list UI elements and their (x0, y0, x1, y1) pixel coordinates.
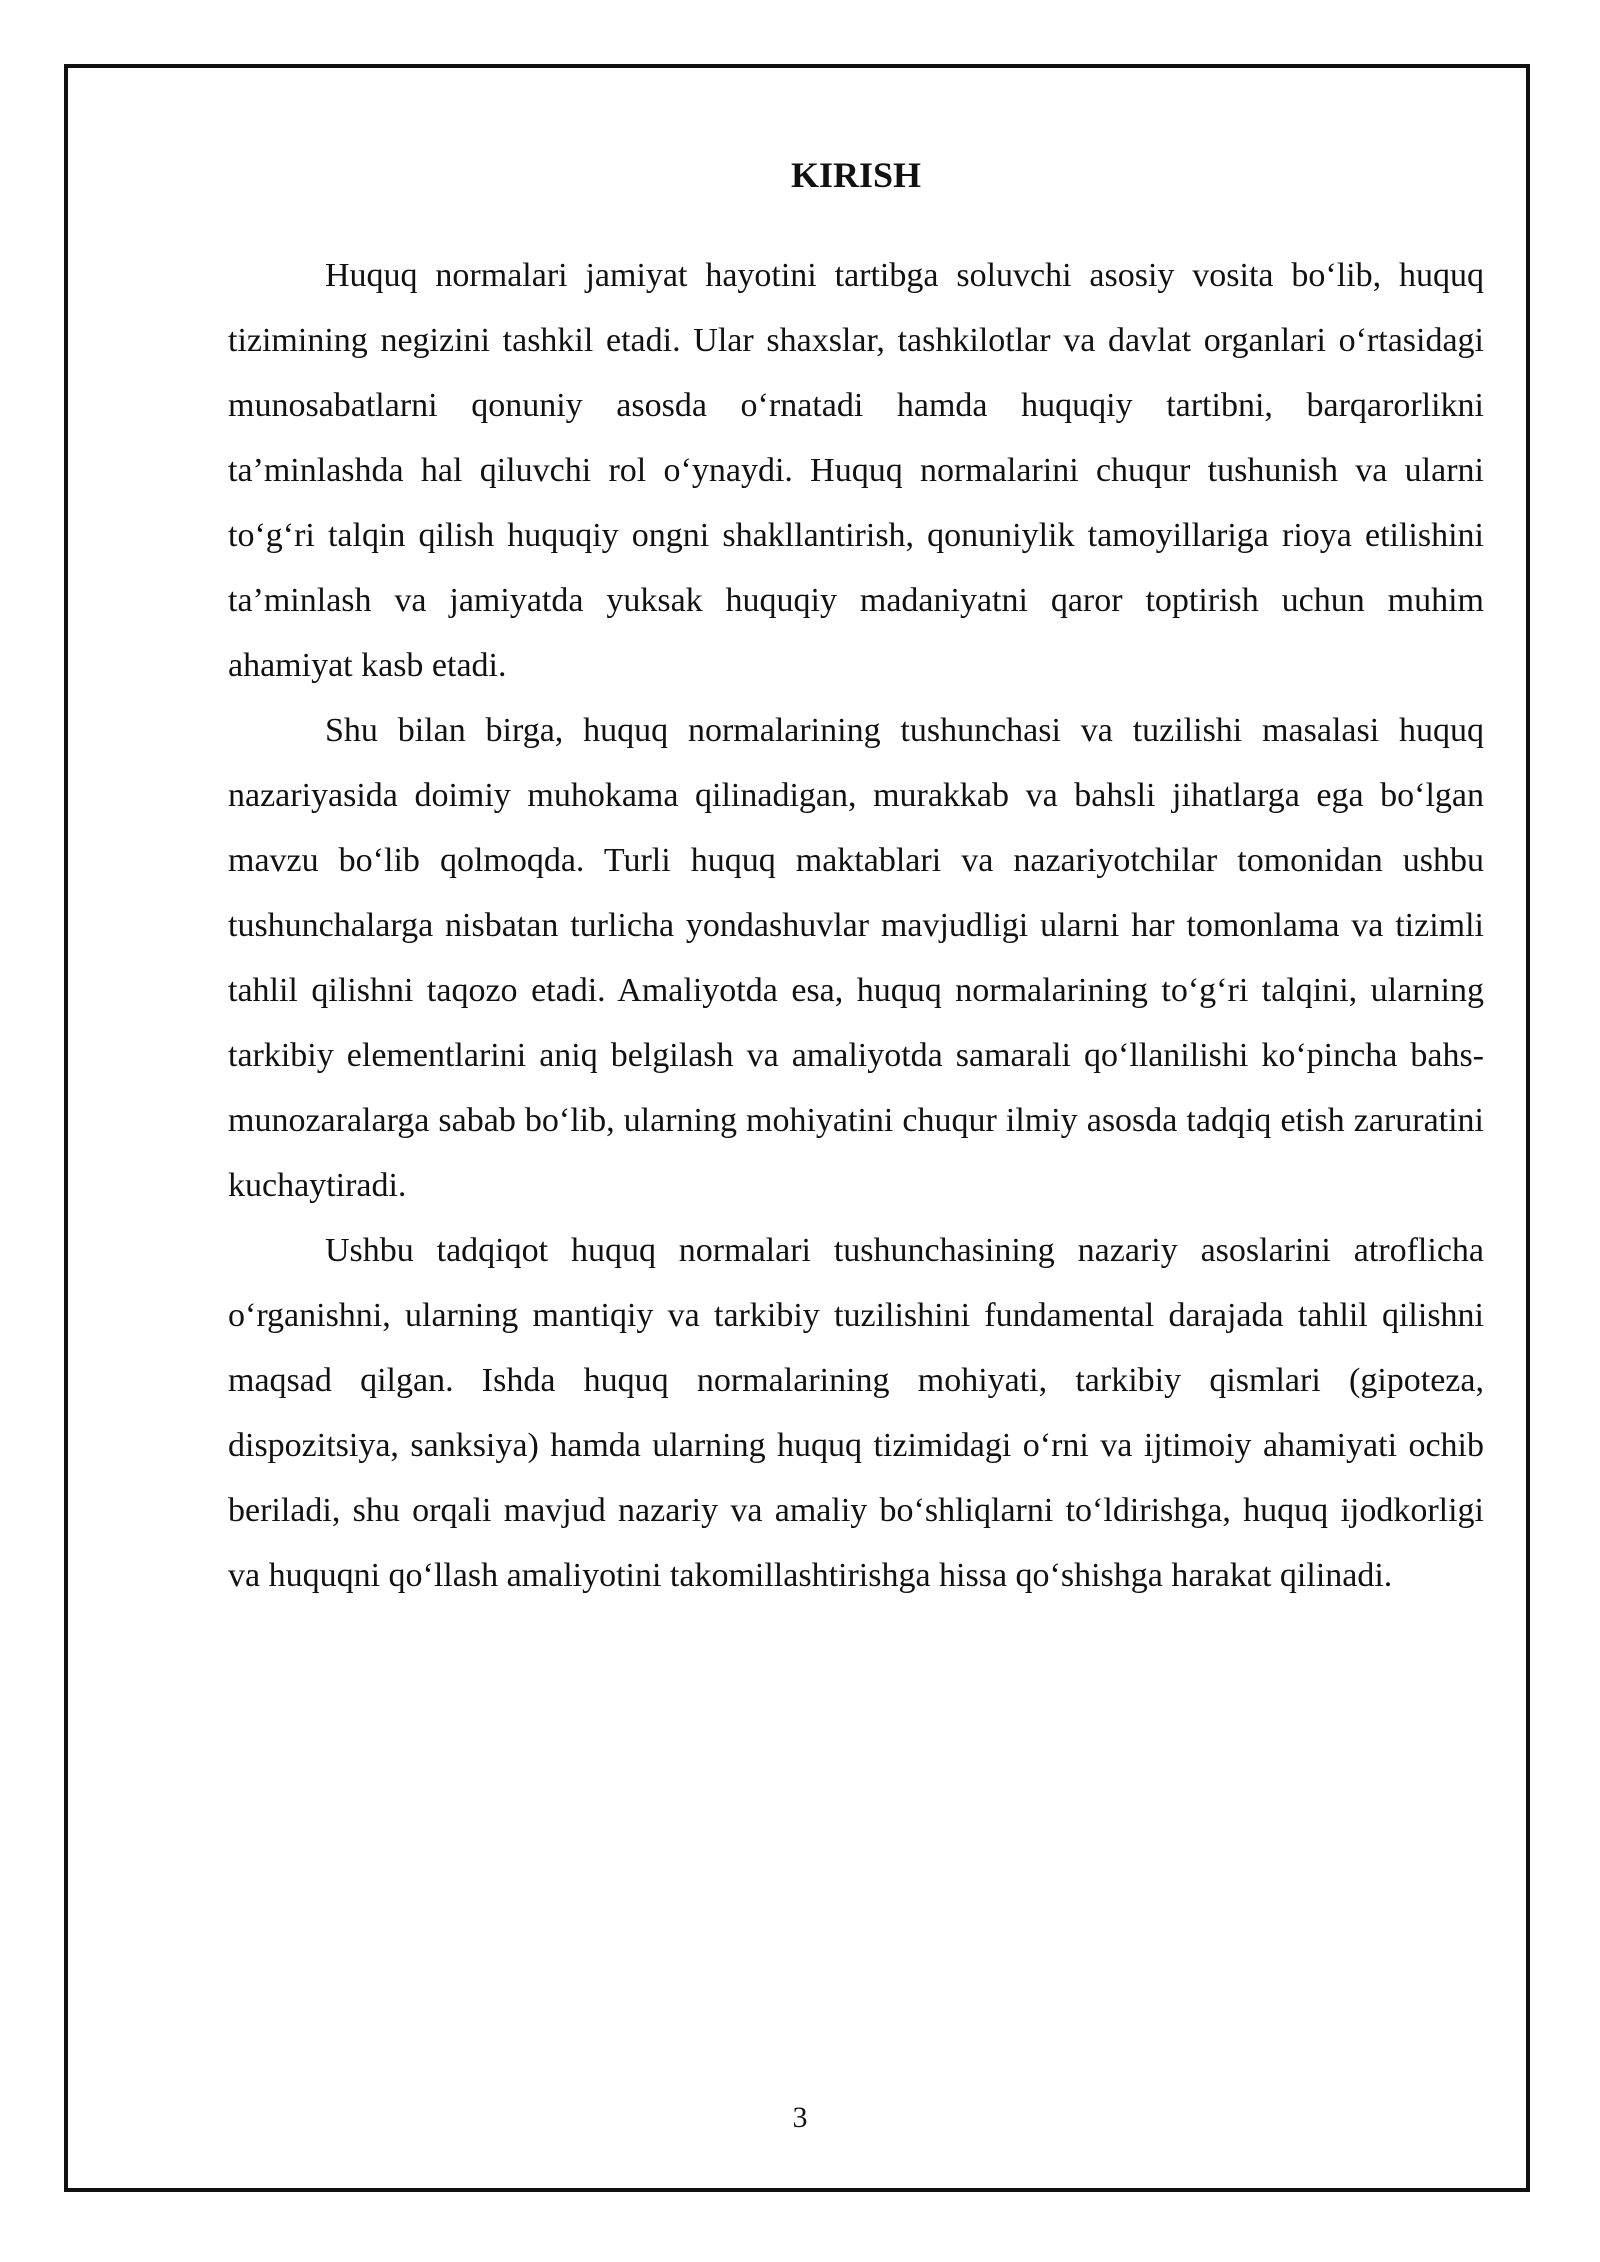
paragraph-1: Huquq normalari jamiyat hayotini tartibga soluvchi asosiy vosita bo‘lib, huquq tizimining negizini tashkil etadi. Ular shaxslar, tashkilotlar va davlat organlari o‘rtasidagi munosabatlarni qonuniy asosda o‘rnatadi hamda huquqiy tartibni, barqarorlikni ta’minlashda hal qiluvchi rol o‘ynaydi. Huquq normalarini chuqur tushunish va ularni to‘g‘ri talqin qilish huquqiy ongni shakllantirish, qonuniylik tamoyillariga rioya etilishini ta’minlash va jamiyatda yuksak huquqiy madaniyatni qaror toptirish uchun muhim ahamiyat kasb etadi. (228, 257, 1484, 684)
body-text (228, 243, 1484, 1608)
paragraph-2: Shu bilan birga, huquq normalarining tushunchasi va tuzilishi masalasi huquq nazariyasida doimiy muhokama qilinadigan, murakkab va bahsli jihatlarga ega bo‘lgan mavzu bo‘lib qolmoqda. Turli huquq maktablari va nazariyotchilar tomonidan ushbu tushunchalarga nisbatan turlicha yondashuvlar mavjudligi ularni har tomonlama va tizimli tahlil qilishni taqozo etadi. Amaliyotda esa, huquq normalarining to‘g‘ri talqini, ularning tarkibiy elementlarini aniq belgilash va amaliyotda samarali qo‘llanilishi ko‘pincha bahs-munozaralarga sabab bo‘lib, ularning mohiyatini chuqur ilmiy asosda tadqiq etish zaruratini kuchaytiradi. (228, 712, 1484, 1204)
page-number: 3 (792, 2101, 808, 2134)
paragraph-3: Ushbu tadqiqot huquq normalari tushunchasining nazariy asoslarini atroflicha o‘rganishni, ularning mantiqiy va tarkibiy tuzilishini fundamental darajada tahlil qilishni maqsad qilgan. Ishda huquq normalarining mohiyati, tarkibiy qismlari (gipoteza, dispozitsiya, sanksiya) hamda ularning huquq tizimidagi o‘rni va ijtimoiy ahamiyati ochib beriladi, shu orqali mavjud nazariy va amaliy bo‘shliqlarni to‘ldirishga, huquq ijodkorligi va huquqni qo‘llash amaliyotini takomillashtirishga hissa qo‘shishga harakat qilinadi. (228, 1232, 1484, 1594)
page-title: KIRISH (790, 155, 922, 195)
